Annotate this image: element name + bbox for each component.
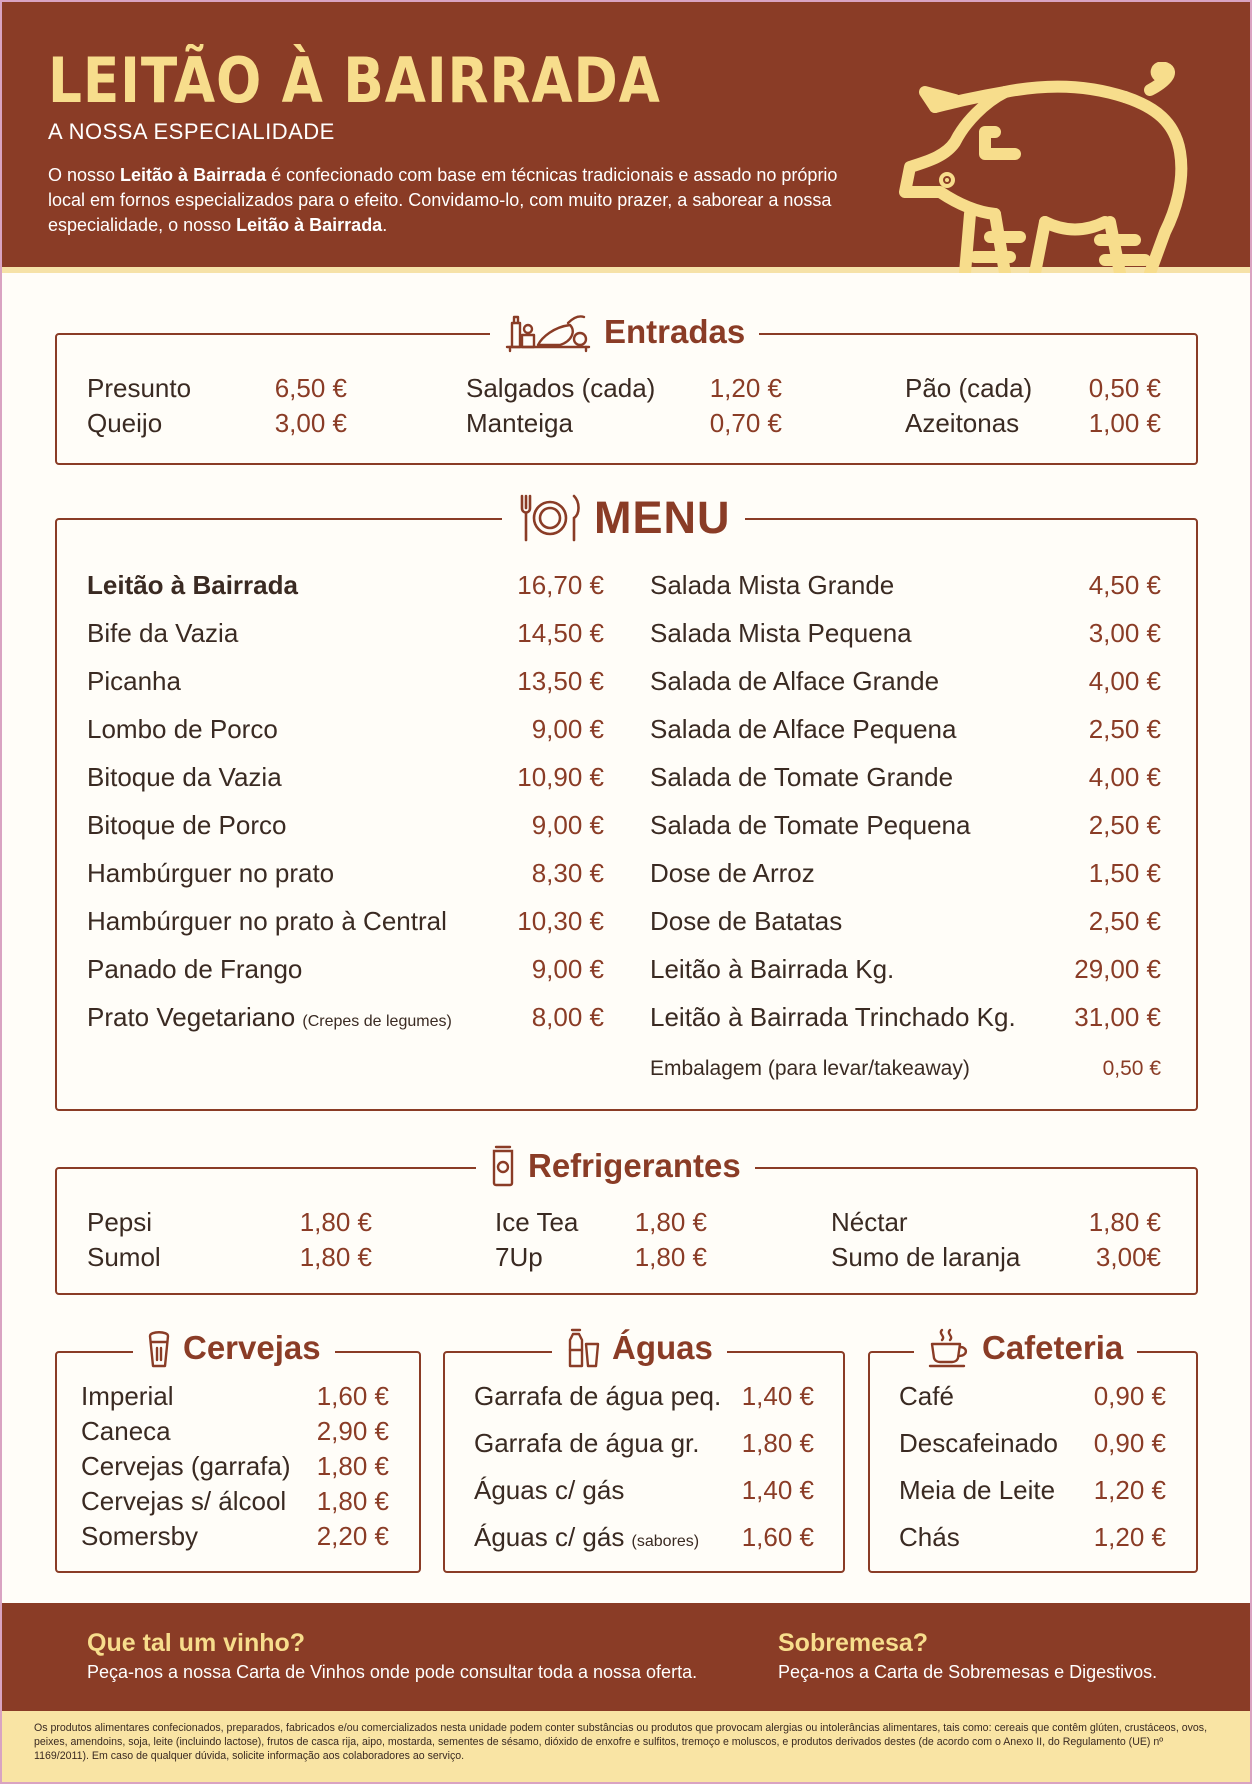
dessert-promo-title: Sobremesa? [778,1629,929,1657]
menu-item-row [650,666,1161,697]
item-price: 1,80 € [634,1242,707,1272]
item-note: (Crepes de legumes) [302,1013,452,1030]
water-bottle-icon [566,1328,600,1368]
item-name: Sumo de laranja [831,1242,1021,1272]
menu-item-row [87,570,604,601]
menu-item-row [81,1486,389,1517]
item-name-group [81,1451,291,1482]
item-name: Salada de Alface Pequena [650,714,957,744]
item-price: 3,00 € [274,408,347,438]
item-name-group [474,1428,699,1459]
menu-item-row [831,1207,1161,1238]
item-price: 3,00€ [1095,1242,1161,1272]
item-name: Leitão à Bairrada Trinchado Kg. [650,1002,1016,1032]
item-price: 1,80 € [316,1486,389,1516]
menu-item-row [466,408,782,439]
menu-item-row [81,1381,389,1412]
item-name-group [495,1207,578,1238]
item-name: 7Up [495,1242,543,1272]
item-name-group [899,1428,1058,1459]
item-name: Dose de Arroz [650,858,815,888]
item-price: 3,00 € [1088,618,1161,648]
item-price: 1,60 € [741,1522,814,1552]
soda-can-icon [490,1145,516,1187]
wine-promo-text: Peça-nos a nossa Carta de Vinhos onde pode consultar toda a nossa oferta. [87,1662,698,1682]
item-price: 10,30 € [517,906,604,936]
item-price: 2,20 € [316,1521,389,1551]
item-name: Bitoque de Porco [87,810,287,840]
item-name: Salada de Alface Grande [650,666,940,696]
item-name-group [899,1522,960,1553]
entradas-heading: Entradas [490,307,759,357]
item-price: 1,80 € [299,1207,372,1237]
menu-item-row [474,1475,814,1506]
item-name: Panado de Frango [87,954,303,984]
item-name: Imperial [81,1381,174,1411]
item-name-group [87,1242,161,1273]
item-name-group [87,858,334,889]
menu-item-row [87,1002,604,1033]
dessert-promo-text: Peça-nos a Carta de Sobremesas e Digestivos. [778,1662,1158,1682]
item-name-group [81,1416,171,1447]
refrigerantes-heading: Refrigerantes [476,1141,755,1191]
item-name-group [650,1002,1016,1033]
item-price: 31,00 € [1074,1002,1161,1032]
item-name: Garrafa de água peq. [474,1381,722,1411]
item-name: Salada de Tomate Pequena [650,810,971,840]
coffee-cup-icon [928,1328,970,1368]
item-name: Dose de Batatas [650,906,843,936]
item-price: 1,40 € [741,1381,814,1411]
menu-item-row [87,1242,372,1273]
item-price: 1,20 € [709,373,782,403]
menu-item-row [87,373,347,404]
item-name-group [650,714,956,745]
item-name: Águas c/ gás [474,1522,625,1552]
cervejas-heading: Cervejas [133,1323,335,1373]
item-price: 0,70 € [709,408,782,438]
item-name: Picanha [87,666,181,696]
menu-item-row [650,906,1161,937]
item-price: 1,40 € [741,1475,814,1505]
menu-item-row [87,618,604,649]
menu-item-row [650,1002,1161,1033]
header-banner [0,0,1252,273]
item-price: 1,20 € [1093,1522,1166,1552]
item-name-group [474,1381,721,1412]
item-name-group [650,906,842,937]
item-note: (sabores) [631,1533,700,1550]
menu-item-row [650,714,1161,745]
item-name-group [650,954,894,985]
item-name-group [87,762,282,793]
item-price: 0,90 € [1093,1428,1166,1458]
menu-item-row [905,373,1161,404]
item-price: 2,50 € [1088,810,1161,840]
menu-item-row [650,1057,1161,1081]
appetizer-board-icon [504,311,592,353]
item-name: Manteiga [466,408,573,438]
item-name: Queijo [87,408,163,438]
item-name-group [87,906,447,937]
item-name: Leitão à Bairrada Kg. [650,954,895,984]
item-price: 4,00 € [1088,666,1161,696]
item-name: Meia de Leite [899,1475,1056,1505]
menu-item-row [650,858,1161,889]
item-name-group [87,954,302,985]
item-name-group [899,1381,954,1412]
item-name-group [831,1207,908,1238]
menu-item-row [87,858,604,889]
item-price: 6,50 € [274,373,347,403]
dessert-promo [778,1629,1157,1683]
menu-item-row [474,1428,814,1459]
item-name: Pão (cada) [905,373,1033,403]
item-name: Prato Vegetariano [87,1002,296,1032]
menu-item-row [899,1428,1166,1459]
item-price: 29,00 € [1074,954,1161,984]
item-name: Salada Mista Grande [650,570,895,600]
item-name-group [466,408,573,439]
plate-cutlery-icon [516,492,582,544]
item-name-group [650,762,953,793]
menu-item-row [81,1416,389,1447]
item-price: 2,50 € [1088,906,1161,936]
item-name-group [87,1207,152,1238]
item-price: 0,50 € [1088,373,1161,403]
item-name: Ice Tea [495,1207,579,1237]
page-title: LEITÃO À BAIRRADA [48,44,661,117]
item-name-group [466,373,655,404]
item-price: 1,80 € [634,1207,707,1237]
item-name: Salada Mista Pequena [650,618,912,648]
menu-item-row [650,570,1161,601]
menu-item-row [650,954,1161,985]
menu-item-row [87,1207,372,1238]
item-price: 8,30 € [531,858,604,888]
item-name: Pepsi [87,1207,153,1237]
item-price: 0,50 € [1102,1057,1161,1080]
item-name: Leitão à Bairrada [87,570,298,600]
item-name-group [87,1002,452,1033]
item-price: 1,80 € [1088,1207,1161,1237]
item-price: 1,00 € [1088,408,1161,438]
item-name: Bitoque da Vazia [87,762,282,792]
item-price: 8,00 € [531,1002,604,1032]
item-name-group [474,1475,624,1506]
menu-item-row [87,408,347,439]
item-price: 4,50 € [1088,570,1161,600]
item-name-group [650,618,912,649]
menu-item-row [650,762,1161,793]
menu-item-row [87,906,604,937]
item-name-group [650,570,894,601]
page-subtitle: A NOSSA ESPECIALIDADE [48,119,335,144]
item-price: 9,00 € [531,954,604,984]
item-name-group [905,373,1032,404]
menu-item-row [87,810,604,841]
menu-item-row [899,1522,1166,1553]
menu-item-row [495,1242,707,1273]
item-price: 9,00 € [531,714,604,744]
menu-item-row [87,762,604,793]
item-name: Café [899,1381,954,1411]
item-name: Azeitonas [905,408,1020,438]
menu-item-row [905,408,1161,439]
item-price: 2,50 € [1088,714,1161,744]
item-name-group [495,1242,543,1273]
menu-item-row [495,1207,707,1238]
item-price: 10,90 € [517,762,604,792]
item-name: Hambúrguer no prato [87,858,335,888]
item-price: 16,70 € [517,570,604,600]
menu-item-row [831,1242,1161,1273]
item-name: Presunto [87,373,192,403]
item-name-group [650,810,970,841]
item-price: 13,50 € [517,666,604,696]
menu-item-row [81,1451,389,1482]
item-name: Néctar [831,1207,908,1237]
item-name: Hambúrguer no prato à Central [87,906,447,936]
menu-item-row [466,373,782,404]
footer-banner [0,1603,1252,1711]
menu-item-row [474,1522,814,1553]
item-price: 4,00 € [1088,762,1161,792]
item-name: Descafeinado [899,1428,1058,1458]
item-name: Salada de Tomate Grande [650,762,954,792]
item-name: Somersby [81,1521,199,1551]
item-name: Caneca [81,1416,171,1446]
item-name: Cervejas (garrafa) [81,1451,291,1481]
wine-promo-title: Que tal um vinho? [87,1629,306,1657]
item-name: Sumol [87,1242,161,1272]
item-name-group [87,618,238,649]
item-name: Chás [899,1522,960,1552]
item-price: 1,60 € [316,1381,389,1411]
menu-item-row [87,954,604,985]
menu-heading: MENU [502,490,745,546]
item-price: 9,00 € [531,810,604,840]
aguas-heading: Águas [552,1323,727,1373]
beer-glass-icon [147,1328,171,1368]
item-name: Cervejas s/ álcool [81,1486,287,1516]
menu-item-row [81,1521,389,1552]
item-price: 1,80 € [316,1451,389,1481]
item-price: 14,50 € [517,618,604,648]
item-name-group [87,373,191,404]
item-name: Garrafa de água gr. [474,1428,700,1458]
item-name-group [905,408,1019,439]
item-name-group [81,1521,198,1552]
item-name-group [831,1242,1020,1273]
item-name-group [474,1522,699,1553]
item-name-group [87,666,181,697]
item-name-group [650,858,815,889]
item-name-group [87,810,286,841]
menu-item-row [899,1475,1166,1506]
item-name-group [87,714,278,745]
item-price: 1,20 € [1093,1475,1166,1505]
item-name-group [81,1381,173,1412]
item-name: Lombo de Porco [87,714,278,744]
item-price: 2,90 € [316,1416,389,1446]
menu-item-row [87,714,604,745]
item-price: 1,50 € [1088,858,1161,888]
menu-item-row [87,666,604,697]
item-name: Águas c/ gás [474,1475,625,1505]
allergen-notice: Os produtos alimentares confecionados, preparados, fabricados e/ou comercializados nesta unidade podem conter substâncias ou produtos que provocam alergias ou intolerâncias alimentares, tais como: cereais que contêm glúten, crustáceos, ovos, peixes, amendoins, soja, leite (incluindo lactose), frutos de casca rija, aipo, mostarda, sementes de sésamo, dióxido de enxofre e sulfitos, tremoço e moluscos, e produtos derivados destes (de acordo com o Anexo II, do Regulamento (UE) nº 1169/2011). Em caso de qualquer dúvida, solicite informação aos colaboradores ao serviço. [0,1711,1252,1784]
item-name-group [650,666,939,697]
menu-item-row [899,1381,1166,1412]
item-price: 1,80 € [299,1242,372,1272]
item-price: 1,80 € [741,1428,814,1458]
pig-icon [895,62,1215,273]
item-name: Bife da Vazia [87,618,239,648]
item-price: 0,90 € [1093,1381,1166,1411]
specialty-description: O nosso Leitão à Bairrada é confecionado com base em técnicas tradicionais e assado no próprio local em fornos especializados para o efeito. Convidamo-lo, com muito prazer, a saborear a nossa especialidade, o nosso Leitão à Bairrada. [48,165,838,235]
wine-promo [87,1629,697,1683]
menu-item-row [650,618,1161,649]
item-name-group [87,570,298,601]
item-name-group [899,1475,1055,1506]
item-name: Salgados (cada) [466,373,656,403]
cafeteria-heading: Cafeteria [914,1323,1137,1373]
item-name-group [81,1486,286,1517]
menu-item-row [650,810,1161,841]
menu-item-row [474,1381,814,1412]
item-name: Embalagem (para levar/takeaway) [650,1057,970,1080]
item-name-group [87,408,162,439]
item-name-group [650,1057,970,1081]
